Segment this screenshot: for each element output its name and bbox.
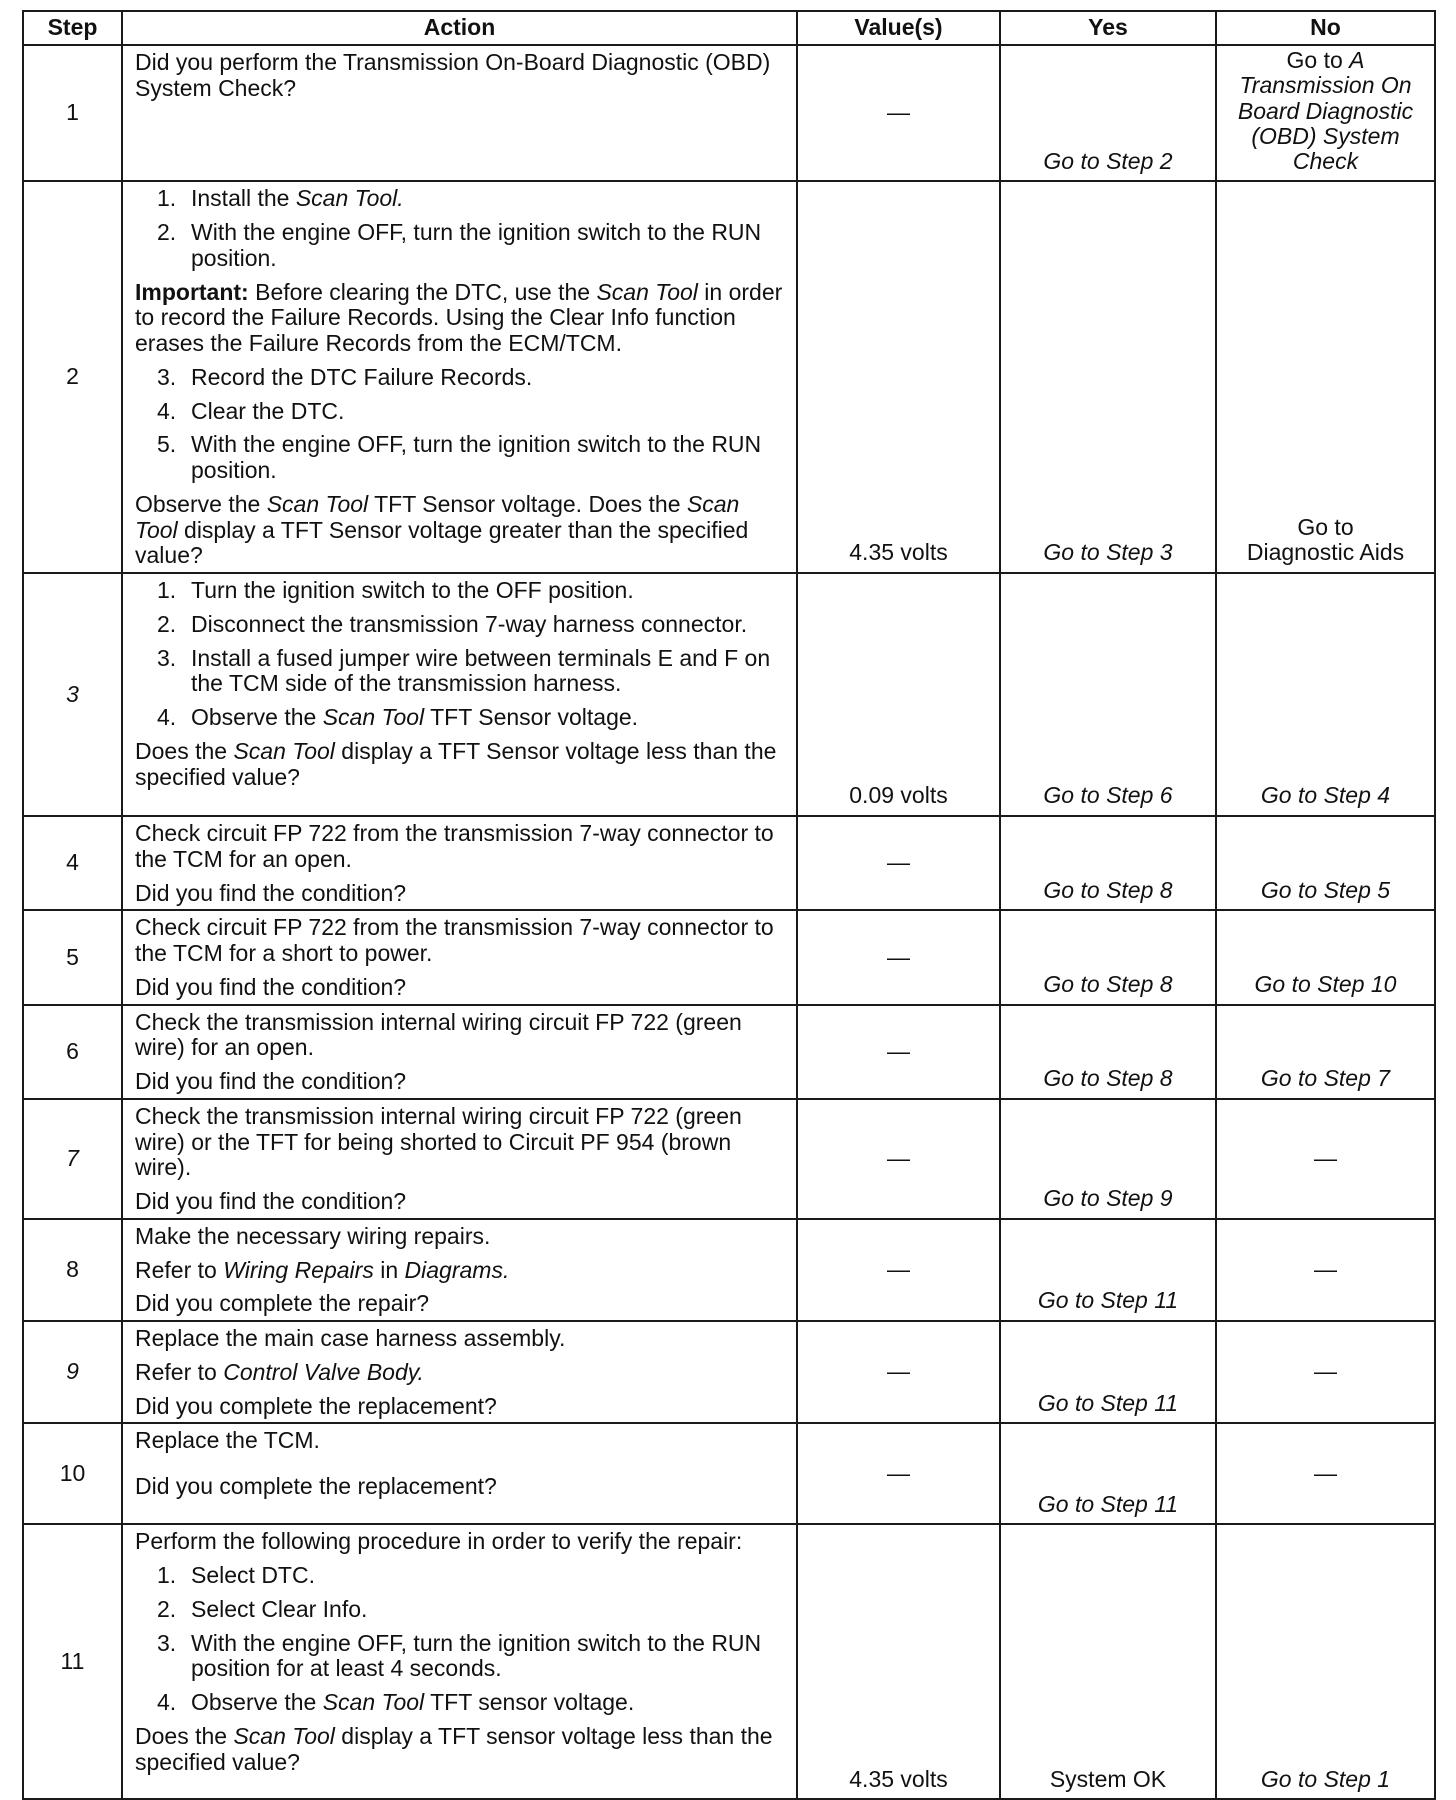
action-text: Check the transmission internal wiring circuit FP 722 (green wire) for an open. [135, 1008, 742, 1061]
table-row-step-4 [23, 816, 1435, 910]
no-cell: Go to Step 4 [1216, 573, 1435, 816]
list-item: 1. Install the Scan Tool. [157, 185, 404, 212]
value-cell: — [797, 1005, 1000, 1099]
step-number: 6 [23, 1005, 122, 1099]
action-cell [122, 1099, 797, 1219]
list-item: 4. Observe the Scan Tool TFT sensor voltage. [157, 1689, 635, 1716]
table-row-step-11 [23, 1524, 1435, 1799]
action-question: Does the Scan Tool display a TFT sensor voltage less than the specified value? [135, 1722, 773, 1775]
action-cell [122, 573, 797, 816]
procedure-list [135, 186, 788, 271]
procedure-list [135, 365, 788, 484]
list-item: 4. Clear the DTC. [157, 397, 345, 424]
action-text: Replace the TCM. [135, 1427, 320, 1454]
header-yes: Yes [1000, 11, 1216, 45]
action-text: Replace the main case harness assembly. [135, 1325, 566, 1352]
action-text: Check circuit FP 722 from the transmission 7-way connector to the TCM for a short to power. [135, 914, 774, 967]
list-item: 2. Select Clear Info. [157, 1595, 368, 1622]
action-question: Did you complete the replacement? [135, 1473, 497, 1500]
table-row-step-6 [23, 1005, 1435, 1099]
step-number: 2 [23, 181, 122, 573]
header-no: No [1216, 11, 1435, 45]
action-cell [122, 1423, 797, 1524]
header-row [23, 11, 1435, 45]
list-item: 1. Turn the ignition switch to the OFF position. [157, 577, 634, 604]
yes-cell: Go to Step 2 [1000, 45, 1216, 181]
yes-cell: System OK [1000, 1524, 1216, 1799]
refer-text: Refer to Wiring Repairs in Diagrams. [135, 1256, 510, 1283]
yes-cell: Go to Step 11 [1000, 1321, 1216, 1423]
yes-cell: Go to Step 6 [1000, 573, 1216, 816]
list-item: 5. With the engine OFF, turn the ignition switch to the RUN position. [157, 431, 762, 484]
value-cell: 4.35 volts [797, 181, 1000, 573]
action-cell [122, 1524, 797, 1799]
table-row-step-7 [23, 1099, 1435, 1219]
table-row-step-5 [23, 910, 1435, 1004]
yes-cell: Go to Step 11 [1000, 1219, 1216, 1321]
no-cell [1216, 45, 1435, 181]
action-question: Observe the Scan Tool TFT Sensor voltage. Does the Scan Tool display a TFT Sensor voltage greater than the specified value? [135, 490, 749, 569]
step-number: 9 [23, 1321, 122, 1423]
action-cell [122, 1005, 797, 1099]
procedure-list [135, 578, 788, 731]
action-question: Did you find the condition? [135, 879, 407, 906]
value-cell: — [797, 1099, 1000, 1219]
action-question: Did you complete the repair? [135, 1290, 430, 1317]
action-question: Did you complete the replacement? [135, 1392, 497, 1419]
table-row-step-1 [23, 45, 1435, 181]
no-cell: Go to Step 10 [1216, 910, 1435, 1004]
action-question: Did you find the condition? [135, 1188, 407, 1215]
no-cell: Go to Step 5 [1216, 816, 1435, 910]
action-cell [122, 1321, 797, 1423]
table-row-step-9 [23, 1321, 1435, 1423]
no-link-text: A Transmission On Board Diagnostic (OBD) System Check [1237, 47, 1414, 175]
value-cell: — [797, 1321, 1000, 1423]
value-cell: 0.09 volts [797, 573, 1000, 816]
list-item: 1. Select DTC. [157, 1562, 315, 1589]
header-action: Action [122, 11, 797, 45]
yes-cell: Go to Step 3 [1000, 181, 1216, 573]
yes-cell: Go to Step 8 [1000, 910, 1216, 1004]
yes-cell: Go to Step 9 [1000, 1099, 1216, 1219]
yes-cell: Go to Step 11 [1000, 1423, 1216, 1524]
no-cell: — [1216, 1099, 1435, 1219]
action-cell [122, 1219, 797, 1321]
list-item: 3. With the engine OFF, turn the ignition switch to the RUN position for at least 4 seconds. [157, 1629, 762, 1682]
action-cell [122, 816, 797, 910]
value-cell: — [797, 910, 1000, 1004]
no-cell: — [1216, 1219, 1435, 1321]
value-cell: — [797, 1219, 1000, 1321]
important-note: Important: Before clearing the DTC, use the Scan Tool in order to record the Failure Records. Using the Clear Info function erases the Failure Records from the ECM/TCM. [135, 278, 783, 357]
refer-text: Refer to Control Valve Body. [135, 1358, 424, 1385]
value-cell: 4.35 volts [797, 1524, 1000, 1799]
action-cell [122, 910, 797, 1004]
header-step: Step [23, 11, 122, 45]
step-number: 5 [23, 910, 122, 1004]
value-cell: — [797, 816, 1000, 910]
step-number: 11 [23, 1524, 122, 1799]
action-cell [122, 181, 797, 573]
no-cell: — [1216, 1423, 1435, 1524]
no-prefix: Go to [1286, 47, 1350, 73]
action-text: Make the necessary wiring repairs. [135, 1222, 491, 1249]
yes-cell: Go to Step 8 [1000, 1005, 1216, 1099]
step-number: 4 [23, 816, 122, 910]
action-text: Check the transmission internal wiring circuit FP 722 (green wire) or the TFT for being shorted to Circuit PF 954 (brown wire). [135, 1102, 742, 1181]
action-text: Check circuit FP 722 from the transmission 7-way connector to the TCM for an open. [135, 820, 774, 872]
diagnostic-table [22, 10, 1436, 1800]
action-question: Does the Scan Tool display a TFT Sensor voltage less than the specified value? [135, 737, 777, 790]
action-cell [122, 45, 797, 181]
header-values: Value(s) [797, 11, 1000, 45]
table-row-step-2 [23, 181, 1435, 573]
action-text: Did you perform the Transmission On-Board Diagnostic (OBD) System Check? [135, 49, 771, 101]
procedure-list [135, 1563, 788, 1716]
list-item: 2. Disconnect the transmission 7-way harness connector. [157, 610, 748, 637]
value-cell: — [797, 45, 1000, 181]
table-row-step-3 [23, 573, 1435, 816]
step-number: 1 [23, 45, 122, 181]
no-cell: — [1216, 1321, 1435, 1423]
table-row-step-8 [23, 1219, 1435, 1321]
list-item: 3. Install a fused jumper wire between terminals E and F on the TCM side of the transmission harness. [157, 644, 771, 697]
step-number: 8 [23, 1219, 122, 1321]
list-item: 4. Observe the Scan Tool TFT Sensor voltage. [157, 704, 639, 731]
step-number: 3 [23, 573, 122, 816]
action-question: Did you find the condition? [135, 973, 407, 1000]
no-cell: Go to Step 1 [1216, 1524, 1435, 1799]
no-cell: Go to Diagnostic Aids [1216, 181, 1435, 573]
action-question: Did you find the condition? [135, 1068, 407, 1095]
list-item: 3. Record the DTC Failure Records. [157, 363, 533, 390]
list-item: 2. With the engine OFF, turn the ignition switch to the RUN position. [157, 219, 762, 271]
no-cell: Go to Step 7 [1216, 1005, 1435, 1099]
step-number: 7 [23, 1099, 122, 1219]
table-row-step-10 [23, 1423, 1435, 1524]
step-number: 10 [23, 1423, 122, 1524]
action-text: Perform the following procedure in order to verify the repair: [135, 1528, 743, 1555]
yes-cell: Go to Step 8 [1000, 816, 1216, 910]
value-cell: — [797, 1423, 1000, 1524]
